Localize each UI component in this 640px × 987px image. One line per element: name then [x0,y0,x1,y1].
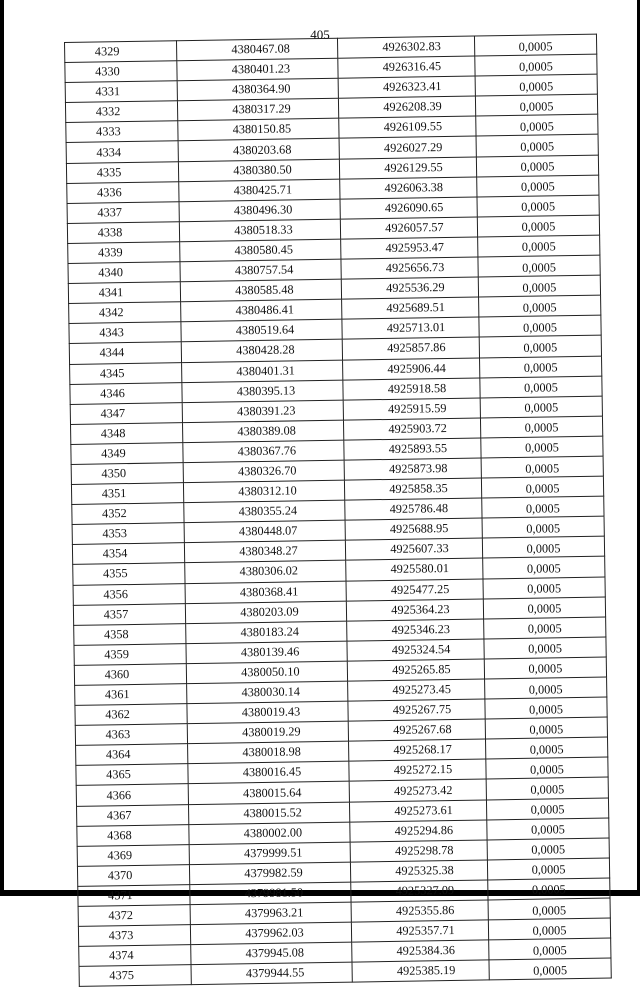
point-number-cell: 4344 [69,342,181,364]
x-coordinate-cell: 4380317.29 [177,98,338,121]
y-coordinate-cell: 4925536.29 [341,277,478,299]
y-coordinate-cell: 4926323.41 [338,76,475,98]
x-coordinate-cell: 4380306.02 [185,561,346,584]
y-coordinate-cell: 4925364.23 [346,599,483,621]
y-coordinate-cell: 4925906.44 [343,358,480,380]
precision-cell: 0,0005 [481,476,603,498]
precision-cell: 0,0005 [489,938,611,960]
y-coordinate-cell: 4925786.48 [345,498,482,520]
precision-cell: 0,0005 [476,155,598,177]
point-number-cell: 4351 [71,483,183,505]
x-coordinate-cell: 4380364.90 [177,78,338,101]
precision-cell: 0,0005 [486,757,608,779]
y-coordinate-cell: 4925268.17 [349,739,486,761]
y-coordinate-cell: 4925272.15 [349,759,486,781]
precision-cell: 0,0005 [488,878,610,900]
precision-cell: 0,0005 [480,356,602,378]
y-coordinate-cell: 4925267.75 [348,699,485,721]
precision-cell: 0,0005 [483,597,605,619]
precision-cell: 0,0005 [480,396,602,418]
precision-cell: 0,0005 [480,416,602,438]
point-number-cell: 4340 [68,262,180,284]
x-coordinate-cell: 4380368.41 [185,581,346,604]
coordinates-table [64,34,612,987]
x-coordinate-cell: 4380203.68 [178,139,339,162]
precision-cell: 0,0005 [487,858,609,880]
x-coordinate-cell: 4379981.50 [190,882,351,905]
point-number-cell: 4362 [75,704,187,726]
precision-cell: 0,0005 [475,54,597,76]
point-number-cell: 4332 [65,101,177,123]
point-number-cell: 4335 [66,161,178,183]
y-coordinate-cell: 4925607.33 [345,538,482,560]
precision-cell: 0,0005 [483,577,605,599]
x-coordinate-cell: 4380312.10 [183,480,344,503]
precision-cell: 0,0005 [482,516,604,538]
point-number-cell: 4370 [77,864,189,886]
x-coordinate-cell: 4380019.29 [187,721,348,744]
point-number-cell: 4337 [67,201,179,223]
y-coordinate-cell: 4925953.47 [341,237,478,259]
point-number-cell: 4373 [78,925,190,947]
y-coordinate-cell: 4925858.35 [344,478,481,500]
precision-cell: 0,0005 [478,235,600,257]
point-number-cell: 4366 [76,784,188,806]
precision-cell: 0,0005 [484,617,606,639]
y-coordinate-cell: 4925294.86 [350,820,487,842]
y-coordinate-cell: 4925915.59 [343,398,480,420]
precision-cell: 0,0005 [475,94,597,116]
point-number-cell: 4356 [73,583,185,605]
x-coordinate-cell: 4380425.71 [179,179,340,202]
x-coordinate-cell: 4380518.33 [179,219,340,242]
point-number-cell: 4354 [72,543,184,565]
point-number-cell: 4372 [78,905,190,927]
point-number-cell: 4341 [68,282,180,304]
y-coordinate-cell: 4925346.23 [347,619,484,641]
precision-cell: 0,0005 [486,798,608,820]
y-coordinate-cell: 4925265.85 [347,659,484,681]
precision-cell: 0,0005 [476,135,598,157]
point-number-cell: 4353 [72,523,184,545]
precision-cell: 0,0005 [488,918,610,940]
point-number-cell: 4365 [76,764,188,786]
x-coordinate-cell: 4380401.31 [182,360,343,383]
precision-cell: 0,0005 [479,295,601,317]
y-coordinate-cell: 4925273.45 [348,679,485,701]
x-coordinate-cell: 4380203.09 [185,601,346,624]
y-coordinate-cell: 4925324.54 [347,639,484,661]
y-coordinate-cell: 4925580.01 [346,558,483,580]
point-number-cell: 4363 [75,724,187,746]
x-coordinate-cell: 4380139.46 [186,641,347,664]
scan-edge-left [0,0,4,896]
precision-cell: 0,0005 [489,958,611,980]
y-coordinate-cell: 4925918.58 [343,378,480,400]
point-number-cell: 4345 [70,362,182,384]
x-coordinate-cell: 4379963.21 [190,902,351,925]
precision-cell: 0,0005 [484,657,606,679]
y-coordinate-cell: 4925325.38 [350,860,487,882]
point-number-cell: 4368 [77,824,189,846]
y-coordinate-cell: 4925298.78 [350,840,487,862]
precision-cell: 0,0005 [476,115,598,137]
y-coordinate-cell: 4925713.01 [342,317,479,339]
x-coordinate-cell: 4380401.23 [177,58,338,81]
point-number-cell: 4357 [73,603,185,625]
x-coordinate-cell: 4380018.98 [188,741,349,764]
precision-cell: 0,0005 [479,315,601,337]
x-coordinate-cell: 4380002.00 [189,822,350,845]
x-coordinate-cell: 4380030.14 [187,681,348,704]
point-number-cell: 4329 [65,41,177,63]
y-coordinate-cell: 4926302.83 [337,36,474,58]
y-coordinate-cell: 4926208.39 [338,96,475,118]
point-number-cell: 4367 [77,804,189,826]
precision-cell: 0,0005 [477,175,599,197]
point-number-cell: 4369 [77,844,189,866]
x-coordinate-cell: 4380016.45 [188,761,349,784]
x-coordinate-cell: 4380757.54 [180,259,341,282]
x-coordinate-cell: 4380389.08 [182,420,343,443]
point-number-cell: 4338 [67,222,179,244]
x-coordinate-cell: 4380015.52 [188,802,349,825]
x-coordinate-cell: 4380519.64 [181,319,342,342]
x-coordinate-cell: 4380050.10 [186,661,347,684]
point-number-cell: 4364 [76,744,188,766]
x-coordinate-cell: 4380367.76 [183,440,344,463]
precision-cell: 0,0005 [483,557,605,579]
point-number-cell: 4375 [79,965,191,987]
precision-cell: 0,0005 [481,436,603,458]
x-coordinate-cell: 4380467.08 [176,38,337,61]
point-number-cell: 4339 [68,242,180,264]
precision-cell: 0,0005 [479,336,601,358]
x-coordinate-cell: 4380015.64 [188,782,349,805]
point-number-cell: 4330 [65,61,177,83]
y-coordinate-cell: 4925267.68 [348,719,485,741]
x-coordinate-cell: 4379982.59 [189,862,350,885]
precision-cell: 0,0005 [485,697,607,719]
point-number-cell: 4358 [74,623,186,645]
y-coordinate-cell: 4925357.71 [351,920,488,942]
y-coordinate-cell: 4925903.72 [343,418,480,440]
x-coordinate-cell: 4380380.50 [178,159,339,182]
y-coordinate-cell: 4925355.86 [351,900,488,922]
point-number-cell: 4348 [71,422,183,444]
x-coordinate-cell: 4380496.30 [179,199,340,222]
point-number-cell: 4361 [75,684,187,706]
y-coordinate-cell: 4926109.55 [339,116,476,138]
y-coordinate-cell: 4925385.19 [352,960,489,982]
precision-cell: 0,0005 [486,737,608,759]
x-coordinate-cell: 4380348.27 [184,540,345,563]
y-coordinate-cell: 4925327.09 [351,880,488,902]
precision-cell: 0,0005 [487,838,609,860]
point-number-cell: 4352 [72,503,184,525]
page-number: 405 [310,27,330,42]
y-coordinate-cell: 4925873.98 [344,458,481,480]
x-coordinate-cell: 4380486.41 [181,299,342,322]
y-coordinate-cell: 4925688.95 [345,518,482,540]
y-coordinate-cell: 4925656.73 [341,257,478,279]
precision-cell: 0,0005 [475,74,597,96]
y-coordinate-cell: 4925273.61 [349,800,486,822]
x-coordinate-cell: 4380326.70 [183,460,344,483]
point-number-cell: 4350 [71,463,183,485]
y-coordinate-cell: 4925893.55 [344,438,481,460]
precision-cell: 0,0005 [474,34,596,56]
y-coordinate-cell: 4925689.51 [342,297,479,319]
x-coordinate-cell: 4380019.43 [187,701,348,724]
point-number-cell: 4331 [65,81,177,103]
precision-cell: 0,0005 [482,496,604,518]
y-coordinate-cell: 4926057.57 [340,217,477,239]
point-number-cell: 4349 [71,443,183,465]
y-coordinate-cell: 4926316.45 [338,56,475,78]
x-coordinate-cell: 4380391.23 [182,400,343,423]
point-number-cell: 4333 [66,121,178,143]
y-coordinate-cell: 4925273.42 [349,779,486,801]
y-coordinate-cell: 4925857.86 [342,337,479,359]
coordinates-table-container [64,34,612,987]
precision-cell: 0,0005 [480,376,602,398]
precision-cell: 0,0005 [487,818,609,840]
point-number-cell: 4346 [70,382,182,404]
y-coordinate-cell: 4926063.38 [340,177,477,199]
point-number-cell: 4374 [79,945,191,967]
x-coordinate-cell: 4379999.51 [189,842,350,865]
y-coordinate-cell: 4926027.29 [339,137,476,159]
x-coordinate-cell: 4379944.55 [191,962,352,985]
point-number-cell: 4342 [69,302,181,324]
x-coordinate-cell: 4380448.07 [184,520,345,543]
y-coordinate-cell: 4926090.65 [340,197,477,219]
coordinates-table-body [65,34,612,987]
x-coordinate-cell: 4380355.24 [184,500,345,523]
precision-cell: 0,0005 [477,215,599,237]
precision-cell: 0,0005 [482,536,604,558]
point-number-cell: 4343 [69,322,181,344]
precision-cell: 0,0005 [485,677,607,699]
y-coordinate-cell: 4925384.36 [352,940,489,962]
x-coordinate-cell: 4380580.45 [180,239,341,262]
y-coordinate-cell: 4926129.55 [339,157,476,179]
point-number-cell: 4334 [66,141,178,163]
point-number-cell: 4347 [70,402,182,424]
point-number-cell: 4355 [73,563,185,585]
x-coordinate-cell: 4380183.24 [186,621,347,644]
precision-cell: 0,0005 [478,275,600,297]
x-coordinate-cell: 4380150.85 [178,119,339,142]
x-coordinate-cell: 4379962.03 [190,922,351,945]
point-number-cell: 4359 [74,643,186,665]
precision-cell: 0,0005 [484,637,606,659]
point-number-cell: 4371 [78,885,190,907]
precision-cell: 0,0005 [477,195,599,217]
x-coordinate-cell: 4380395.13 [182,380,343,403]
precision-cell: 0,0005 [481,456,603,478]
x-coordinate-cell: 4380585.48 [180,279,341,302]
point-number-cell: 4360 [74,664,186,686]
precision-cell: 0,0005 [488,898,610,920]
x-coordinate-cell: 4379945.08 [191,942,352,965]
x-coordinate-cell: 4380428.28 [181,340,342,363]
precision-cell: 0,0005 [485,717,607,739]
precision-cell: 0,0005 [486,778,608,800]
y-coordinate-cell: 4925477.25 [346,579,483,601]
point-number-cell: 4336 [67,181,179,203]
precision-cell: 0,0005 [478,255,600,277]
